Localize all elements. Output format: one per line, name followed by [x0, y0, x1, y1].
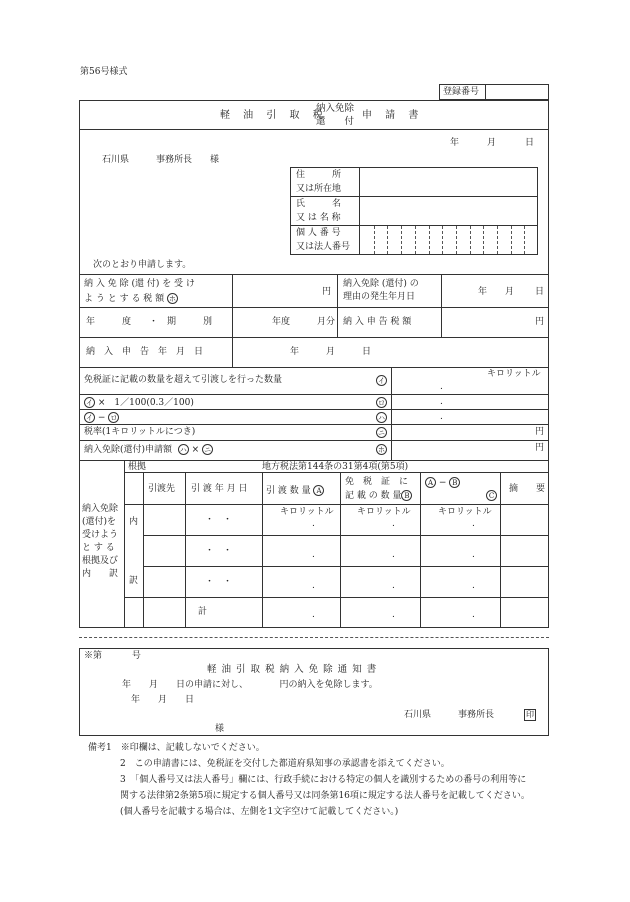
number-cell-divider	[524, 226, 525, 254]
number-cell-divider	[374, 226, 375, 254]
col-destination: 引渡先	[148, 484, 176, 494]
row-decimal-dot: .	[392, 519, 395, 529]
total-decimal-dot: .	[392, 610, 395, 620]
notice-number: ※第 号	[84, 651, 141, 661]
number-label-2: 又は法人番号	[296, 242, 351, 252]
ho-circle-label-2: ホ	[378, 446, 385, 454]
calc-line2: イ × 1／100(0.3／100)	[86, 398, 194, 408]
title-suffix: 申 請 書	[362, 110, 424, 121]
remark-3c: (個人番号を記載する場合は、左側を1文字空けて記載してください。)	[120, 807, 399, 817]
col-cert-line2: 記 載 の 数 量 B	[345, 490, 412, 501]
row-decimal-dot: .	[312, 550, 315, 560]
remark-2: 2 この申請書には、免税証を交付した都道府県知事の承認書を添えてください。	[120, 759, 450, 769]
basis-wake: 訳	[129, 576, 139, 586]
address-label: 住 所	[296, 170, 342, 180]
i-circle-label: イ	[378, 377, 385, 385]
number-cell-divider	[415, 226, 416, 254]
row-decimal-dot: .	[392, 550, 395, 560]
name-label: 氏 名	[296, 199, 342, 209]
date-month: 月	[487, 138, 497, 148]
ho-circle-label: ホ	[169, 295, 177, 303]
ro-circle-label: ロ	[378, 399, 385, 407]
basis-side-line: 納入免除	[82, 504, 119, 514]
total-decimal-dot: .	[472, 610, 475, 620]
col-diff-c: C	[486, 490, 497, 501]
notice-title: 軽 油 引 取 税 納 入 免 除 通 知 書	[207, 664, 378, 675]
unit-kl-diff: キロリットル	[438, 507, 492, 517]
notice-box	[79, 648, 549, 736]
number-cell-divider	[442, 226, 443, 254]
notice-issuer: 石川県 事務所長	[404, 710, 495, 720]
basis-side-line: と す る	[82, 543, 115, 553]
row-decimal-dot: .	[392, 581, 395, 591]
registration-number-label: 登録番号	[443, 87, 480, 97]
r2-tax-label: 納 入 申 告 税 額	[343, 317, 412, 327]
calc-excess-label: 免税証に記載の数量を超えて引渡しを行った数量	[84, 375, 283, 385]
calc-yen-4: 円	[535, 427, 545, 437]
title-prefix: 軽 油 引 取 税	[220, 110, 328, 121]
ni-circle-label: ニ	[378, 429, 385, 437]
tax-amount-field[interactable]	[234, 276, 320, 305]
calc-tax-rate-label: 税率(1キロリットルにつき)	[84, 427, 196, 437]
row-decimal-dot: .	[312, 581, 315, 591]
r1-reason-line1: 納入免除 (還付) の	[343, 279, 419, 289]
total-label: 計	[198, 607, 208, 617]
row-date-dots: ・ ・	[205, 515, 233, 525]
calc-line5: 納入免除(還付)申請額 ハ × ニ	[84, 445, 212, 455]
row-date-dots: ・ ・	[205, 546, 233, 556]
address-field[interactable]	[361, 169, 536, 195]
title-option-refund: 還 付	[316, 116, 355, 127]
calc-unit-kl: キロリットル	[487, 369, 541, 379]
notice-sama: 様	[215, 724, 225, 734]
row-decimal-dot: .	[472, 550, 475, 560]
number-cell-divider	[497, 226, 498, 254]
basis-law-text: 地方税法第144条の31第4項(第5項)	[262, 462, 409, 472]
name-field[interactable]	[361, 198, 536, 224]
r2-yen: 円	[535, 317, 545, 327]
title-option-exemption: 納入免除	[316, 103, 355, 114]
col-remarks: 摘 要	[509, 484, 546, 494]
r1-reason-line2: 理由の発生年月日	[343, 292, 416, 302]
number-label: 個 人 番 号	[296, 228, 341, 238]
r1-label-line2: よ う と す る 税 額 ホ	[84, 294, 177, 304]
r1-yen: 円	[322, 287, 332, 297]
calc-dot-2: .	[440, 397, 443, 407]
col-cert-line1: 免 税 証 に	[345, 477, 409, 487]
row-date-dots: ・ ・	[205, 577, 233, 587]
registration-number-field[interactable]	[489, 86, 545, 98]
remark-3b: 関する法律第2条第5項に規定する個人番号又は同条第16項に規定する法人番号を記載してください。	[120, 791, 530, 801]
total-decimal-dot: .	[312, 610, 315, 620]
basis-side-line: (還付)を	[82, 517, 117, 527]
remark-3: 3 「個人番号又は法人番号」欄には、行政手続における特定の個人を識別するための番号の利用等に	[120, 775, 527, 785]
col-date: 引 渡 年 月 日	[191, 484, 248, 494]
calc-line3: イ − ロ	[86, 413, 118, 423]
calc-yen-5: 円	[535, 443, 545, 453]
r3-date: 年 月 日	[290, 347, 372, 357]
notice-date: 年 月 日	[131, 695, 195, 705]
date-day: 日	[525, 138, 535, 148]
date-year: 年	[450, 138, 460, 148]
r2-label: 年 度 ・ 期 別	[86, 317, 213, 327]
name-label-2: 又 は 名 称	[296, 213, 341, 223]
basis-konkyo: 根拠	[128, 462, 147, 472]
number-cell-divider	[387, 226, 388, 254]
calc-dot-1: .	[440, 382, 443, 392]
seal-mark: 印	[526, 710, 534, 719]
form-number: 第56号様式	[80, 67, 128, 77]
basis-side-line: 受けよう	[82, 530, 119, 540]
unit-kl-qty: キロリットル	[280, 507, 334, 517]
col-diff: A − B	[425, 477, 460, 488]
number-field[interactable]	[360, 226, 538, 254]
intro-text: 次のとおり申請します。	[93, 260, 192, 270]
row-decimal-dot: .	[472, 519, 475, 529]
number-cell-divider	[470, 226, 471, 254]
unit-kl-cert: キロリットル	[357, 507, 411, 517]
row-decimal-dot: .	[472, 581, 475, 591]
number-cell-divider	[483, 226, 484, 254]
r2-fiscal-year: 年度 月分	[272, 317, 336, 327]
r1-date-month: 月	[505, 287, 515, 297]
calc-dot-3: .	[440, 412, 443, 422]
ha-circle-label: ハ	[378, 414, 385, 422]
number-cell-divider	[429, 226, 430, 254]
col-qty: 引 渡 数 量 A	[266, 485, 324, 496]
number-cell-divider	[456, 226, 457, 254]
basis-side-line: 根拠及び	[82, 556, 119, 566]
separator	[79, 637, 549, 638]
row-decimal-dot: .	[312, 519, 315, 529]
declared-tax-field[interactable]	[443, 309, 531, 335]
basis-side-line: 内 訳	[82, 569, 119, 579]
r1-label-line1: 納 入 免 除 (還 付) を 受 け	[84, 279, 195, 289]
r3-label: 納 入 申 告 年 月 日	[86, 347, 204, 357]
number-cell-divider	[401, 226, 402, 254]
remark-1: 備考1 ※印欄は、記載しないでください。	[88, 743, 265, 753]
r1-date-year: 年	[478, 287, 488, 297]
basis-uchi: 内	[129, 517, 139, 527]
address-label-2: 又は所在地	[296, 184, 342, 194]
notice-line1: 年 月 日の申請に対し、 円の納入を免除します。	[122, 680, 378, 690]
number-cell-divider	[511, 226, 512, 254]
addressee: 石川県 事務所長 様	[102, 155, 220, 165]
r1-date-day: 日	[535, 287, 545, 297]
